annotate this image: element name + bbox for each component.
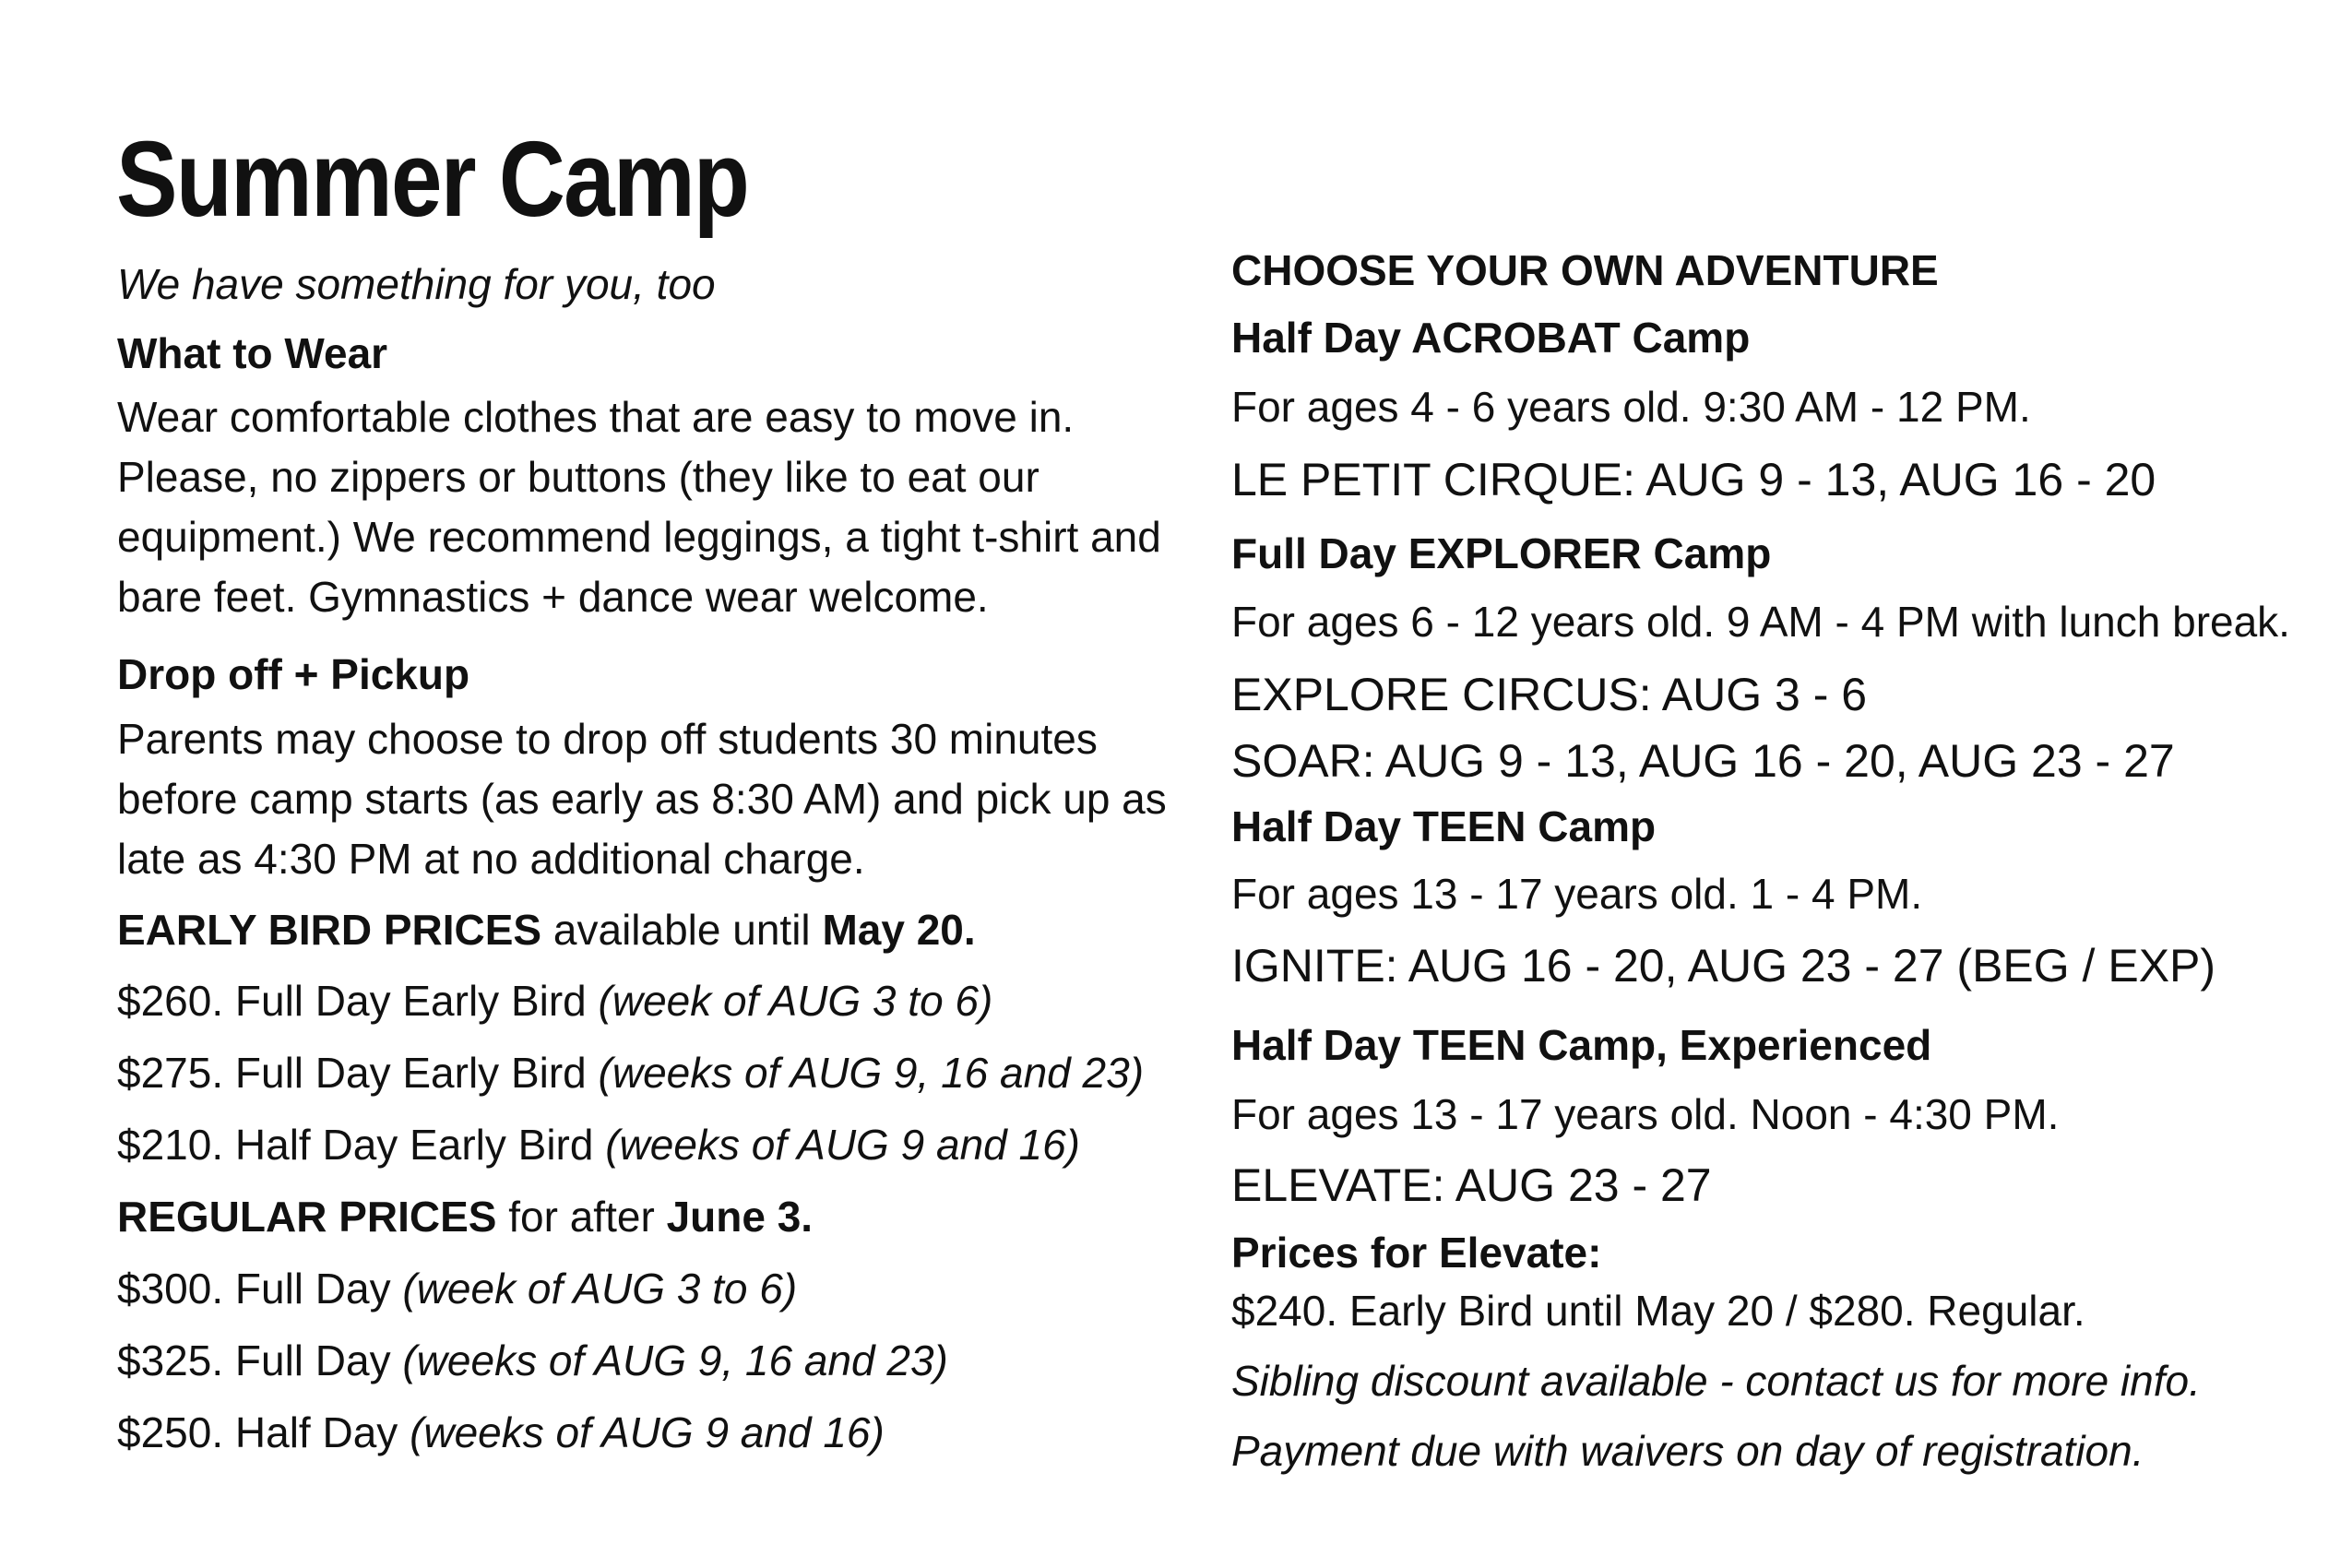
early-price-item (117, 1049, 1145, 1097)
price-text: $210. Half Day Early Bird (117, 1121, 606, 1169)
price-note: (weeks of AUG 9 and 16) (605, 1121, 1080, 1169)
wear-heading: What to Wear (117, 329, 388, 377)
early-price-item (117, 977, 993, 1025)
price-text: $300. Full Day (117, 1265, 403, 1313)
wear-line: Please, no zippers or buttons (they like to eat our (117, 453, 1039, 501)
early-bird-mid: available until (541, 906, 823, 954)
page-title: Summer Camp (116, 119, 749, 239)
subtitle: We have something for you, too (117, 260, 716, 308)
price-text: $275. Full Day Early Bird (117, 1049, 599, 1097)
price-text: $250. Half Day (117, 1408, 410, 1456)
explorer-session: EXPLORE CIRCUS: AUG 3 - 6 (1231, 669, 1868, 720)
acrobat-session: LE PETIT CIRQUE: AUG 9 - 13, AUG 16 - 20 (1231, 454, 2156, 505)
wear-line: bare feet. Gymnastics + dance wear welcome. (117, 573, 989, 621)
explorer-ages: For ages 6 - 12 years old. 9 AM - 4 PM with lunch break. (1231, 598, 2290, 646)
teen-ages: For ages 13 - 17 years old. 1 - 4 PM. (1231, 870, 1923, 918)
dropoff-line: Parents may choose to drop off students 30 minutes (117, 715, 1098, 763)
regular-date: June 3. (666, 1193, 814, 1241)
regular-price-item (117, 1408, 885, 1456)
price-note: (week of AUG 3 to 6) (598, 977, 993, 1025)
elevate-prices-line: $240. Early Bird until May 20 / $280. Regular. (1231, 1287, 2085, 1335)
acrobat-heading: Half Day ACROBAT Camp (1231, 314, 1751, 362)
early-bird-label: EARLY BIRD PRICES (117, 906, 542, 954)
explorer-heading: Full Day EXPLORER Camp (1231, 529, 1772, 577)
teen-exp-ages: For ages 13 - 17 years old. Noon - 4:30 PM. (1231, 1090, 2060, 1138)
price-note: (weeks of AUG 9, 16 and 23) (402, 1336, 948, 1384)
regular-header (117, 1193, 814, 1241)
regular-price-item (117, 1265, 798, 1313)
early-bird-header (117, 906, 976, 954)
price-note: (weeks of AUG 9 and 16) (410, 1408, 885, 1456)
acrobat-ages: For ages 4 - 6 years old. 9:30 AM - 12 PM. (1231, 383, 2031, 431)
sibling-note: Sibling discount available - contact us for more info. (1231, 1357, 2201, 1405)
price-text: $325. Full Day (117, 1336, 403, 1384)
teen-exp-session: ELEVATE: AUG 23 - 27 (1231, 1159, 1712, 1211)
dropoff-line: late as 4:30 PM at no additional charge. (117, 835, 865, 883)
regular-mid: for after (496, 1193, 667, 1241)
wear-line: Wear comfortable clothes that are easy to move in. (117, 393, 1075, 441)
regular-price-item (117, 1336, 948, 1384)
dropoff-heading: Drop off + Pickup (117, 650, 470, 698)
regular-label: REGULAR PRICES (117, 1193, 497, 1241)
early-price-item (117, 1121, 1080, 1169)
payment-note: Payment due with waivers on day of registration. (1231, 1427, 2144, 1475)
elevate-prices-heading: Prices for Elevate: (1231, 1229, 1602, 1277)
explorer-session: SOAR: AUG 9 - 13, AUG 16 - 20, AUG 23 - 27 (1231, 735, 2175, 787)
teen-exp-heading: Half Day TEEN Camp, Experienced (1231, 1021, 1932, 1069)
price-text: $260. Full Day Early Bird (117, 977, 599, 1025)
wear-line: equipment.) We recommend leggings, a tight t-shirt and (117, 513, 1161, 561)
price-note: (weeks of AUG 9, 16 and 23) (598, 1049, 1145, 1097)
teen-heading: Half Day TEEN Camp (1231, 802, 1657, 850)
teen-session: IGNITE: AUG 16 - 20, AUG 23 - 27 (BEG / EXP) (1231, 940, 2216, 992)
dropoff-line: before camp starts (as early as 8:30 AM) and pick up as (117, 775, 1167, 823)
early-bird-date: May 20. (822, 906, 976, 954)
price-note: (week of AUG 3 to 6) (402, 1265, 798, 1313)
adventure-heading: CHOOSE YOUR OWN ADVENTURE (1231, 246, 1939, 294)
